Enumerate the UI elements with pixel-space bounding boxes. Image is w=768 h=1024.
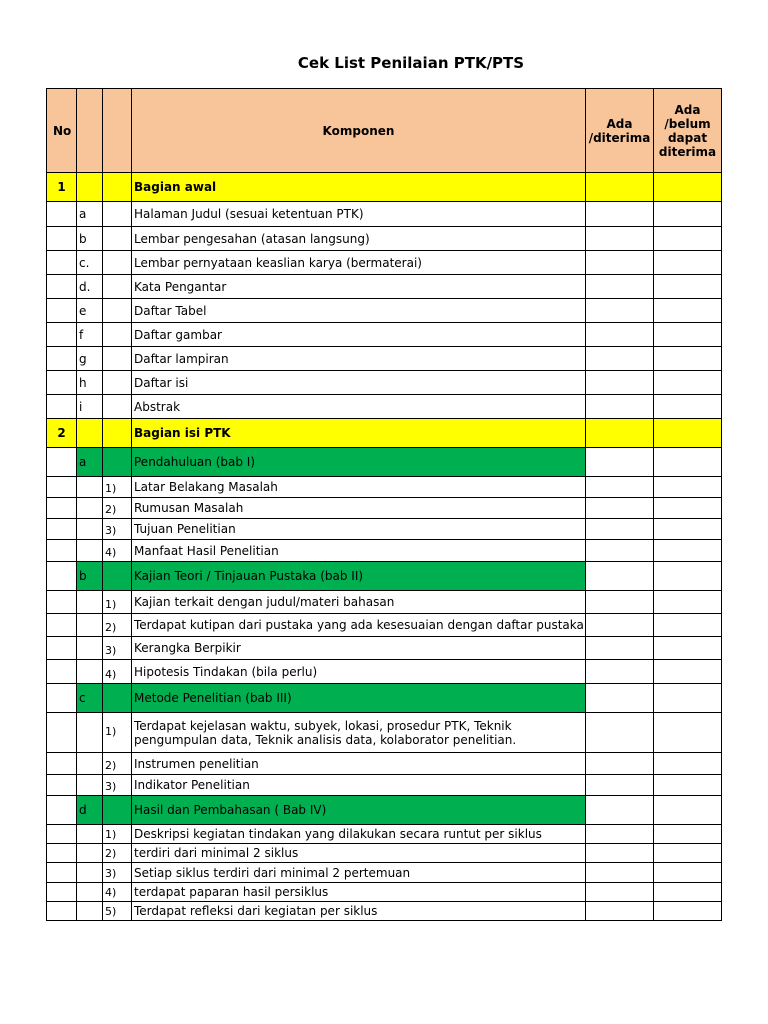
check-cell-belum[interactable] [654,863,722,883]
check-cell-ada[interactable] [586,883,654,902]
item-letter: h [77,371,103,395]
check-cell-belum[interactable] [654,614,722,637]
check-cell-ada[interactable] [586,614,654,637]
item-number: 2) [103,614,132,637]
check-cell-ada[interactable] [586,844,654,863]
item-text: Halaman Judul (sesuai ketentuan PTK) [132,202,586,227]
section-number: 2 [47,419,77,448]
table-row [47,775,722,796]
table-row [47,540,722,562]
item-text: Rumusan Masalah [132,498,586,519]
check-cell-ada[interactable] [586,251,654,275]
item-text: Daftar Tabel [132,299,586,323]
item-text: Lembar pengesahan (atasan langsung) [132,227,586,251]
check-cell-ada[interactable] [586,637,654,660]
check-cell-belum[interactable] [654,883,722,902]
table-row [47,863,722,883]
check-cell-belum[interactable] [654,796,722,825]
item-number: 4) [103,660,132,684]
check-cell-ada[interactable] [586,419,654,448]
section-row [47,419,722,448]
item-text: Daftar lampiran [132,347,586,371]
subsection-label: Hasil dan Pembahasan ( Bab IV) [132,796,586,825]
check-cell-ada[interactable] [586,902,654,921]
item-text: Setiap siklus terdiri dari minimal 2 pertemuan [132,863,586,883]
subsection-label: Kajian Teori / Tinjauan Pustaka (bab II) [132,562,586,591]
item-number: 2) [103,844,132,863]
table-row [47,323,722,347]
table-row [47,498,722,519]
subsection-row [47,562,722,591]
item-letter: g [77,347,103,371]
check-cell-belum[interactable] [654,591,722,614]
item-number: 4) [103,883,132,902]
check-cell-belum[interactable] [654,477,722,498]
item-text: terdapat paparan hasil persiklus [132,883,586,902]
table-row [47,275,722,299]
item-text: Manfaat Hasil Penelitian [132,540,586,562]
item-number: 3) [103,637,132,660]
item-text: Kajian terkait dengan judul/materi bahasan [132,591,586,614]
item-text: Instrumen penelitian [132,753,586,775]
item-text: Tujuan Penelitian [132,519,586,540]
check-cell-belum[interactable] [654,251,722,275]
table-row [47,713,722,753]
check-cell-belum[interactable] [654,173,722,202]
check-cell-ada[interactable] [586,562,654,591]
check-cell-ada[interactable] [586,660,654,684]
item-number: 1) [103,591,132,614]
item-text: Kata Pengantar [132,275,586,299]
check-cell-ada[interactable] [586,825,654,844]
check-cell-ada[interactable] [586,395,654,419]
check-cell-ada[interactable] [586,448,654,477]
item-text: Terdapat kutipan dari pustaka yang ada kesesuaian dengan daftar pustaka [132,614,586,637]
table-row [47,614,722,637]
item-text: Abstrak [132,395,586,419]
check-cell-ada[interactable] [586,477,654,498]
check-cell-belum[interactable] [654,498,722,519]
item-text: Deskripsi kegiatan tindakan yang dilakukan secara runtut per siklus [132,825,586,844]
check-cell-belum[interactable] [654,448,722,477]
item-text: Latar Belakang Masalah [132,477,586,498]
header-komponen: Komponen [132,89,586,173]
checklist-table [46,88,722,921]
item-letter: e [77,299,103,323]
table-row [47,825,722,844]
item-number: 1) [103,713,132,753]
table-row [47,660,722,684]
check-cell-ada[interactable] [586,227,654,251]
item-letter: d. [77,275,103,299]
check-cell-belum[interactable] [654,753,722,775]
item-number: 3) [103,519,132,540]
table-row [47,753,722,775]
item-text: Daftar gambar [132,323,586,347]
check-cell-belum[interactable] [654,227,722,251]
item-number: 5) [103,902,132,921]
check-cell-belum[interactable] [654,202,722,227]
section-row [47,173,722,202]
item-letter: a [77,202,103,227]
item-letter: i [77,395,103,419]
table-row [47,202,722,227]
table-row [47,299,722,323]
check-cell-belum[interactable] [654,371,722,395]
item-text: Terdapat kejelasan waktu, subyek, lokasi, prosedur PTK, Teknik pengumpulan data, Teknik analisis data, kolaborator penelitian. [132,713,586,753]
subsection-row [47,448,722,477]
check-cell-belum[interactable] [654,660,722,684]
subsection-label: Pendahuluan (bab I) [132,448,586,477]
section-label: Bagian awal [132,173,586,202]
table-row [47,251,722,275]
check-cell-ada[interactable] [586,863,654,883]
header-ada-diterima: Ada /diterima [586,89,654,173]
header-no: No [47,89,77,173]
table-row [47,395,722,419]
item-text: Terdapat refleksi dari kegiatan per siklus [132,902,586,921]
header-ada-belum: Ada /belum dapat diterima [654,89,722,173]
check-cell-ada[interactable] [586,591,654,614]
item-number: 2) [103,753,132,775]
item-number: 3) [103,863,132,883]
item-letter: b [77,227,103,251]
check-cell-ada[interactable] [586,684,654,713]
check-cell-belum[interactable] [654,419,722,448]
table-row [47,477,722,498]
header-row [47,89,722,173]
item-letter: c. [77,251,103,275]
item-number: 1) [103,477,132,498]
check-cell-belum[interactable] [654,299,722,323]
check-cell-ada[interactable] [586,275,654,299]
check-cell-ada[interactable] [586,713,654,753]
item-text: Hipotesis Tindakan (bila perlu) [132,660,586,684]
item-number: 1) [103,825,132,844]
subsection-label: Metode Penelitian (bab III) [132,684,586,713]
subsection-letter: d [77,796,103,825]
item-text: Indikator Penelitian [132,775,586,796]
check-cell-belum[interactable] [654,395,722,419]
check-cell-belum[interactable] [654,637,722,660]
section-number: 1 [47,173,77,202]
check-cell-belum[interactable] [654,562,722,591]
check-cell-ada[interactable] [586,299,654,323]
check-cell-ada[interactable] [586,540,654,562]
item-text: terdiri dari minimal 2 siklus [132,844,586,863]
item-number: 3) [103,775,132,796]
check-cell-ada[interactable] [586,753,654,775]
subsection-letter: a [77,448,103,477]
check-cell-belum[interactable] [654,902,722,921]
check-cell-ada[interactable] [586,202,654,227]
check-cell-belum[interactable] [654,713,722,753]
item-text: Daftar isi [132,371,586,395]
check-cell-ada[interactable] [586,498,654,519]
subsection-row [47,796,722,825]
item-letter: f [77,323,103,347]
check-cell-ada[interactable] [586,371,654,395]
table-row [47,844,722,863]
section-label: Bagian isi PTK [132,419,586,448]
check-cell-belum[interactable] [654,275,722,299]
check-cell-belum[interactable] [654,844,722,863]
page-title: Cek List Penilaian PTK/PTS [297,54,525,72]
check-cell-ada[interactable] [586,173,654,202]
check-cell-belum[interactable] [654,347,722,371]
check-cell-ada[interactable] [586,519,654,540]
check-cell-ada[interactable] [586,775,654,796]
table-row [47,227,722,251]
check-cell-ada[interactable] [586,347,654,371]
table-row [47,637,722,660]
check-cell-belum[interactable] [654,684,722,713]
check-cell-ada[interactable] [586,323,654,347]
check-cell-belum[interactable] [654,323,722,347]
table-row [47,902,722,921]
table-row [47,591,722,614]
table-row [47,519,722,540]
table-row [47,347,722,371]
check-cell-belum[interactable] [654,825,722,844]
check-cell-belum[interactable] [654,775,722,796]
table-row [47,883,722,902]
check-cell-belum[interactable] [654,519,722,540]
check-cell-belum[interactable] [654,540,722,562]
item-text: Lembar pernyataan keaslian karya (bermaterai) [132,251,586,275]
subsection-letter: b [77,562,103,591]
item-number: 2) [103,498,132,519]
item-number: 4) [103,540,132,562]
subsection-letter: c [77,684,103,713]
table-row [47,371,722,395]
check-cell-ada[interactable] [586,796,654,825]
subsection-row [47,684,722,713]
item-text: Kerangka Berpikir [132,637,586,660]
